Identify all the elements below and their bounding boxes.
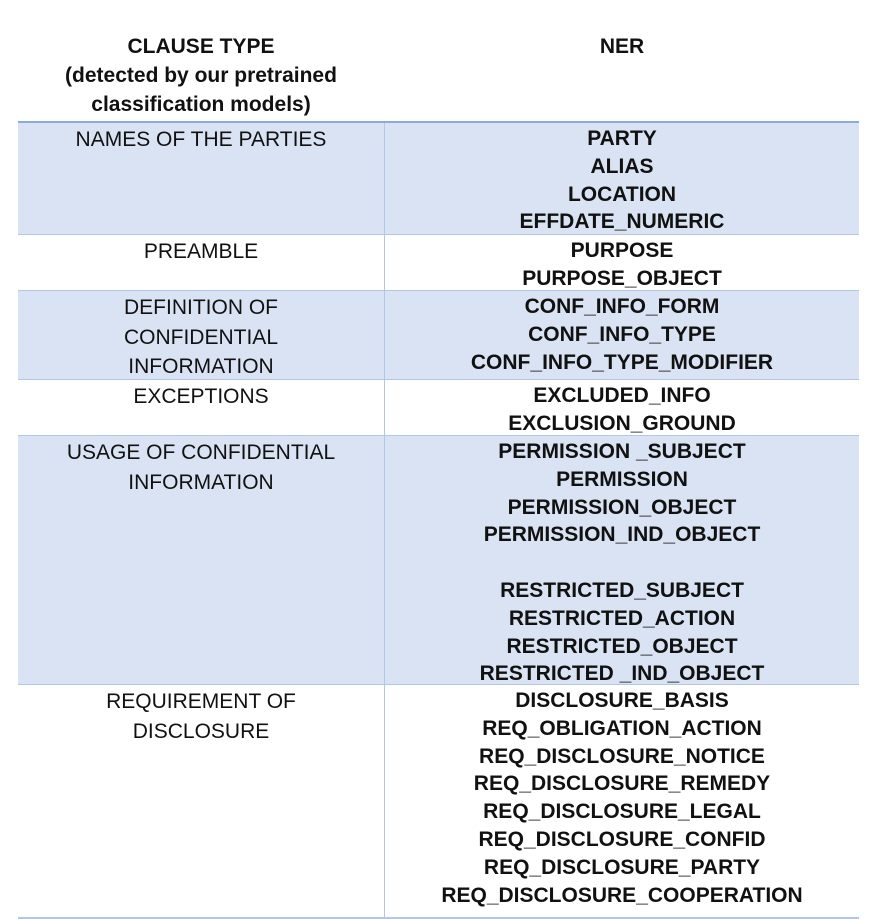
table-row — [18, 685, 859, 919]
ner-cell — [385, 382, 859, 438]
ner-tag: RESTRICTED_ACTION — [508, 606, 736, 630]
ner-tag: EFFDATE_NUMERIC — [519, 210, 725, 234]
ner-tag: CONF_INFO_TYPE — [528, 322, 716, 346]
ner-tag: LOCATION — [567, 182, 677, 206]
header-clause-type: CLAUSE TYPE (detected by our pretrained classification models) — [65, 35, 337, 116]
table-row — [18, 235, 859, 291]
ner-tag: PERMISSION — [556, 467, 688, 491]
ner-tag: CONF_INFO_TYPE_MODIFIER — [470, 350, 774, 374]
ner-cell — [385, 293, 859, 376]
ner-tag: REQ_DISCLOSURE_CONFID — [478, 827, 766, 851]
ner-tag: REQ_DISCLOSURE_COOPERATION — [441, 883, 803, 907]
ner-tag: CONF_INFO_FORM — [524, 295, 720, 318]
ner-tag: PARTY — [587, 127, 657, 150]
ner-cell — [385, 237, 859, 293]
clause-type-cell: DEFINITION OF CONFIDENTIAL INFORMATION — [123, 296, 278, 378]
table-row — [18, 436, 859, 685]
clause-type-cell: EXCEPTIONS — [133, 385, 269, 408]
clause-type-cell: PREAMBLE — [143, 240, 259, 263]
ner-tag: EXCLUDED_INFO — [533, 384, 711, 407]
ner-cell — [385, 687, 859, 909]
ner-cell — [385, 438, 859, 688]
ner-tag: PERMISSION_OBJECT — [507, 495, 737, 519]
ner-tag: REQ_DISCLOSURE_PARTY — [483, 855, 761, 879]
header-ner: NER — [599, 35, 645, 58]
column-divider — [384, 123, 385, 919]
clause-type-cell: USAGE OF CONFIDENTIAL INFORMATION — [66, 441, 336, 494]
ner-spacer — [385, 549, 859, 577]
ner-tag: PERMISSION _SUBJECT — [498, 440, 746, 463]
ner-tag: ALIAS — [590, 154, 654, 178]
ner-tag: PERMISSION_IND_OBJECT — [483, 523, 761, 547]
ner-tag: PURPOSE — [570, 239, 674, 262]
table-row — [18, 291, 859, 380]
ner-tag: REQ_DISCLOSURE_REMEDY — [473, 772, 771, 796]
ner-cell — [385, 125, 859, 236]
ner-tag: REQ_DISCLOSURE_NOTICE — [479, 744, 765, 768]
ner-tag: RESTRICTED _IND_OBJECT — [479, 662, 765, 686]
ner-tag: EXCLUSION_GROUND — [508, 411, 736, 435]
clause-type-cell: NAMES OF THE PARTIES — [75, 128, 327, 151]
table-row — [18, 123, 859, 235]
table-bottom-rule — [18, 917, 859, 918]
ner-tag: DISCLOSURE_BASIS — [515, 689, 729, 712]
ner-tag: RESTRICTED_SUBJECT — [500, 578, 744, 602]
ner-tag: RESTRICTED_OBJECT — [506, 634, 738, 658]
table-row — [18, 380, 859, 436]
ner-tag: REQ_DISCLOSURE_LEGAL — [483, 800, 761, 824]
clause-type-cell: REQUIREMENT OF DISCLOSURE — [106, 690, 296, 743]
ner-tag: PURPOSE_OBJECT — [522, 266, 722, 290]
ner-tag: REQ_OBLIGATION_ACTION — [482, 716, 762, 740]
